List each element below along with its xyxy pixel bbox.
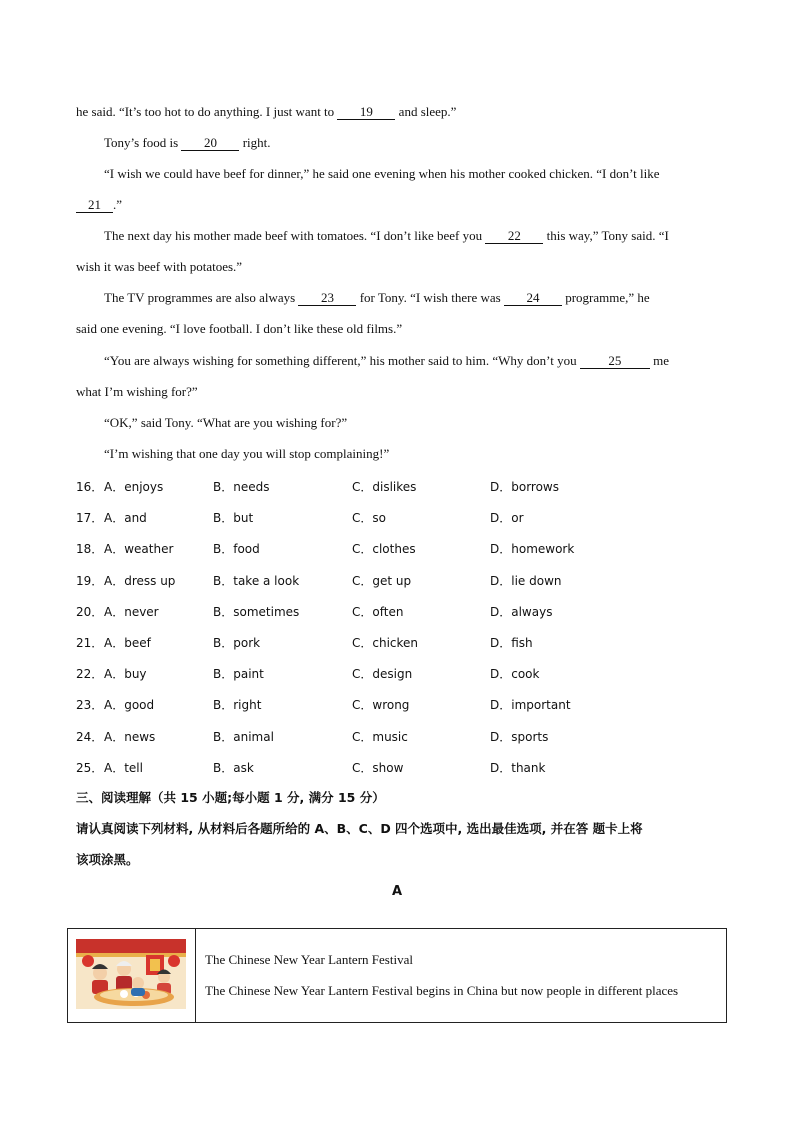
option-d: D．homework <box>490 542 575 556</box>
option-d: D．borrows <box>490 480 560 494</box>
passage-line <box>104 352 669 370</box>
section-instruction: 请认真阅读下列材料, 从材料后各题所给的 A、B、C、D 四个选项中, 选出最佳选项, 并在答 题卡上将 <box>76 821 643 836</box>
option-b: B．ask <box>213 761 254 775</box>
text: for Tony. “I wish there was <box>356 290 504 305</box>
question-number: 16． <box>76 480 104 494</box>
option-a: A．news <box>104 730 156 744</box>
question-number: 21． <box>76 636 104 650</box>
option-d: D．or <box>490 511 524 525</box>
table-divider <box>195 929 196 1022</box>
question-number: 18． <box>76 542 104 556</box>
question-row <box>76 759 716 777</box>
text: this way,” Tony said. “I <box>543 228 669 243</box>
option-d: D．fish <box>490 636 533 650</box>
option-d: D．cook <box>490 667 540 681</box>
option-c: C．clothes <box>352 542 416 556</box>
passage-line <box>104 289 650 307</box>
option-a: A．enjoys <box>104 480 164 494</box>
question-row <box>76 572 716 590</box>
option-b: B．take a look <box>213 574 300 588</box>
option-b: B．right <box>213 698 262 712</box>
text: Tony’s food is <box>104 135 182 150</box>
option-c: C．often <box>352 605 404 619</box>
blank-23: 23 <box>298 290 356 306</box>
blank-22: 22 <box>485 228 543 244</box>
passage-line: “OK,” said Tony. “What are you wishing for?” <box>104 415 348 430</box>
text: right. <box>239 135 271 150</box>
option-a: A．weather <box>104 542 174 556</box>
question-row <box>76 696 716 714</box>
text: The next day his mother made beef with tomatoes. “I don’t like beef you <box>104 228 486 243</box>
passage-line <box>104 227 669 245</box>
text: and sleep.” <box>395 104 457 119</box>
blank-20: 20 <box>181 135 239 151</box>
option-b: B．sometimes <box>213 605 300 619</box>
question-row <box>76 728 716 746</box>
option-a: A．never <box>104 605 159 619</box>
table-title: The Chinese New Year Lantern Festival <box>205 952 413 967</box>
question-number: 22． <box>76 667 104 681</box>
option-c: C．show <box>352 761 404 775</box>
option-c: C．music <box>352 730 408 744</box>
passage-line: “I’m wishing that one day you will stop complaining!” <box>104 446 390 461</box>
passage-line <box>76 258 242 276</box>
question-number: 24． <box>76 730 104 744</box>
option-b: B．food <box>213 542 260 556</box>
option-b: B．pork <box>213 636 261 650</box>
family-dinner-illustration-icon <box>76 939 186 1009</box>
passage-line <box>76 383 198 401</box>
question-number: 17． <box>76 511 104 525</box>
option-a: A．good <box>104 698 155 712</box>
option-c: C．get up <box>352 574 412 588</box>
option-a: A．buy <box>104 667 147 681</box>
blank-19: 19 <box>337 104 395 120</box>
passage-line <box>76 320 402 338</box>
passage-line <box>76 196 122 214</box>
question-number: 19． <box>76 574 104 588</box>
text: programme,” he <box>561 290 650 305</box>
option-d: D．sports <box>490 730 549 744</box>
text: .” <box>113 197 123 212</box>
text: “You are always wishing for something different,” his mother said to him. “Why don’t you <box>104 353 580 368</box>
part-label: A <box>391 884 403 899</box>
question-row <box>76 634 716 652</box>
text: he said. “It’s too hot to do anything. I just want to <box>76 104 338 119</box>
question-number: 20． <box>76 605 104 619</box>
blank-21: 21 <box>76 197 113 213</box>
section-heading: 三、阅读理解（共 15 小题;每小题 1 分, 满分 15 分） <box>76 790 385 805</box>
option-b: B．but <box>213 511 254 525</box>
option-a: A．dress up <box>104 574 176 588</box>
blank-24: 24 <box>504 290 562 306</box>
text: wish it was beef with potatoes.” <box>76 259 243 274</box>
text: “I wish we could have beef for dinner,” he said one evening when his mother cooked chicken. “I don’t like <box>104 166 660 181</box>
option-a: A．and <box>104 511 147 525</box>
text: what I’m wishing for?” <box>76 384 198 399</box>
option-d: D．lie down <box>490 574 562 588</box>
question-row <box>76 540 716 558</box>
question-row <box>76 665 716 683</box>
question-number: 25． <box>76 761 104 775</box>
table-text: The Chinese New Year Lantern Festival begins in China but now people in different places <box>205 983 679 998</box>
option-c: C．dislikes <box>352 480 417 494</box>
question-row <box>76 603 716 621</box>
question-number: 23． <box>76 698 104 712</box>
option-c: C．so <box>352 511 386 525</box>
passage-line <box>76 103 456 121</box>
question-row <box>76 509 716 527</box>
text: The TV programmes are also always <box>104 290 299 305</box>
option-d: D．important <box>490 698 571 712</box>
option-d: D．thank <box>490 761 546 775</box>
question-row <box>76 478 716 496</box>
section-instruction: 该项涂黑。 <box>76 852 139 867</box>
passage-line <box>104 134 271 152</box>
option-b: B．animal <box>213 730 274 744</box>
option-b: B．paint <box>213 667 264 681</box>
reading-table <box>67 928 727 1023</box>
text: me <box>649 353 670 368</box>
text: said one evening. “I love football. I don’t like these old films.” <box>76 321 403 336</box>
option-c: C．chicken <box>352 636 419 650</box>
option-c: C．design <box>352 667 413 681</box>
option-a: A．beef <box>104 636 151 650</box>
blank-25: 25 <box>580 353 650 369</box>
option-b: B．needs <box>213 480 270 494</box>
passage-line <box>104 165 660 183</box>
option-c: C．wrong <box>352 698 410 712</box>
option-a: A．tell <box>104 761 143 775</box>
option-d: D．always <box>490 605 553 619</box>
